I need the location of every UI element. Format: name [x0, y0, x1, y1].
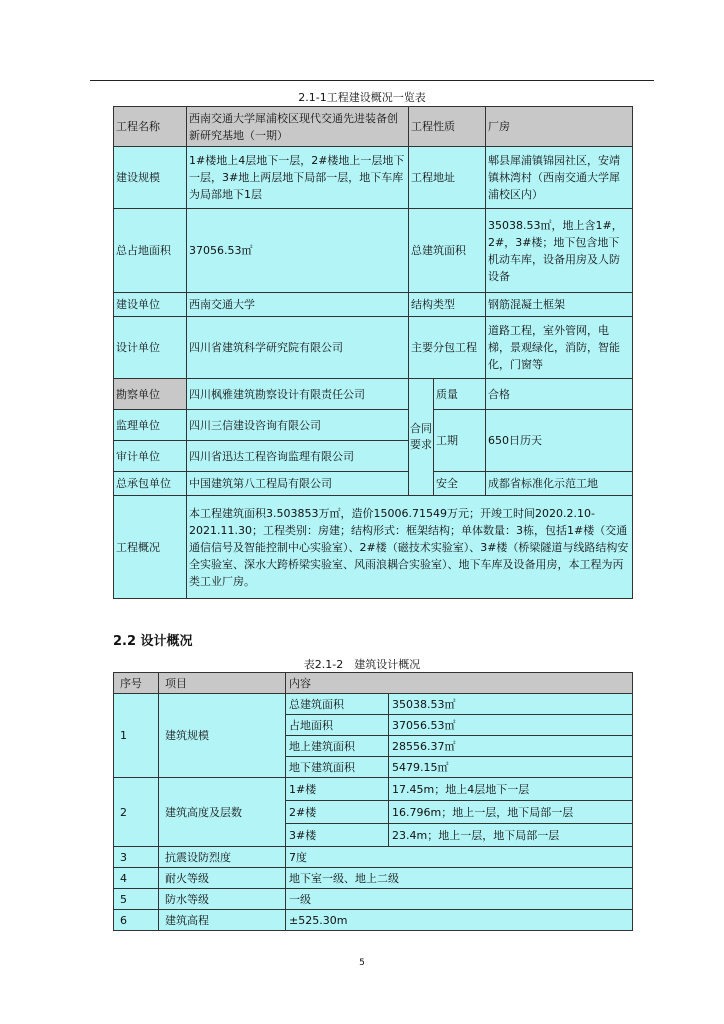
- row1-sub-value: 35038.53㎡: [389, 694, 633, 715]
- address-label: 工程地址: [409, 147, 486, 209]
- row2-sub-label: 2#楼: [286, 801, 389, 824]
- row2-sub-label: 1#楼: [286, 778, 389, 801]
- audit-value: 四川省迅达工程咨询监理有限公司: [187, 441, 409, 472]
- floor-area-value: 35038.53㎡，地上含1#，2#，3#楼；地下包含地下机动车库，设备用房及人防设备: [486, 209, 633, 293]
- row3-no: 3: [114, 847, 159, 868]
- scale-value: 1#楼地上4层地下一层，2#楼地上一层地下一层，3#地上两层地下局部一层，地下车库为局部地下1层: [187, 147, 409, 209]
- address-value: 郫县犀浦镇锦园社区，安靖镇林湾村（西南交通大学犀浦校区内）: [486, 147, 633, 209]
- row5-item: 防水等级: [159, 889, 286, 910]
- row4-no: 4: [114, 868, 159, 889]
- name-value: 西南交通大学犀浦校区现代交通先进装备创新研究基地（一期）: [187, 107, 409, 147]
- subcontract-value: 道路工程，室外管网，电梯，景观绿化，消防，智能化，门窗等: [486, 317, 633, 379]
- row6-item: 建筑高程: [159, 910, 286, 931]
- safety-label: 安全: [434, 472, 486, 496]
- overview-label: 工程概况: [114, 496, 187, 599]
- header-item: 项目: [159, 673, 286, 694]
- row6-content: ±525.30m: [286, 910, 633, 931]
- row1-sub-value: 28556.37㎡: [389, 736, 633, 757]
- row1-sub-label: 占地面积: [286, 715, 389, 736]
- quality-value: 合格: [486, 379, 633, 410]
- land-area-value: 37056.53㎡: [187, 209, 409, 293]
- table1-caption: 2.1-1工程建设概况一览表: [298, 91, 426, 104]
- general-label: 总承包单位: [114, 472, 187, 496]
- land-area-label: 总占地面积: [114, 209, 187, 293]
- row1-item: 建筑规模: [159, 694, 286, 778]
- row1-no: 1: [114, 694, 159, 778]
- owner-label: 建设单位: [114, 293, 187, 317]
- floor-area-label: 总建筑面积: [409, 209, 486, 293]
- owner-value: 西南交通大学: [187, 293, 409, 317]
- row1-sub-value: 5479.15㎡: [389, 757, 633, 778]
- period-value: 650日历天: [486, 410, 633, 472]
- design-value: 四川省建筑科学研究院有限公司: [187, 317, 409, 379]
- project-overview-table: [113, 106, 633, 599]
- row3-content: 7度: [286, 847, 633, 868]
- name-label: 工程名称: [114, 107, 187, 147]
- nature-value: 厂房: [486, 107, 633, 147]
- row2-sub-value: 23.4m；地上一层，地下局部一层: [389, 824, 633, 847]
- row5-no: 5: [114, 889, 159, 910]
- row5-content: 一级: [286, 889, 633, 910]
- row1-sub-label: 总建筑面积: [286, 694, 389, 715]
- row1-sub-label: 地下建筑面积: [286, 757, 389, 778]
- table2-caption: 表2.1-2 建筑设计概况: [303, 658, 421, 671]
- structure-value: 钢筋混凝土框架: [486, 293, 633, 317]
- design-label: 设计单位: [114, 317, 187, 379]
- row6-no: 6: [114, 910, 159, 931]
- supervision-label: 监理单位: [114, 410, 187, 441]
- period-label: 工期: [434, 410, 486, 472]
- structure-label: 结构类型: [409, 293, 486, 317]
- row2-no: 2: [114, 778, 159, 847]
- architecture-design-table: [113, 672, 633, 931]
- row1-sub-value: 37056.53㎡: [389, 715, 633, 736]
- row2-sub-value: 16.796m；地上一层，地下局部一层: [389, 801, 633, 824]
- row2-item: 建筑高度及层数: [159, 778, 286, 847]
- header-content: 内容: [286, 673, 633, 694]
- safety-value: 成都省标准化示范工地: [486, 472, 633, 496]
- header-rule: [90, 80, 654, 81]
- row2-sub-value: 17.45m；地上4层地下一层: [389, 778, 633, 801]
- page-number: 5: [359, 958, 365, 968]
- header-no: 序号: [114, 673, 159, 694]
- row4-item: 耐火等级: [159, 868, 286, 889]
- row2-sub-label: 3#楼: [286, 824, 389, 847]
- quality-label: 质量: [434, 379, 486, 410]
- survey-label: 勘察单位: [114, 379, 187, 410]
- contract-label: 合同要求: [409, 379, 434, 496]
- supervision-value: 四川三信建设咨询有限公司: [187, 410, 409, 441]
- audit-label: 审计单位: [114, 441, 187, 472]
- general-value: 中国建筑第八工程局有限公司: [187, 472, 409, 496]
- row1-sub-label: 地上建筑面积: [286, 736, 389, 757]
- overview-value: 本工程建筑面积3.503853万㎡，造价15006.71549万元；开竣工时间2020.2.10-2021.11.30；工程类别：房建；结构形式：框架结构；单体数量：3栋，包括1#楼（交通通信信号及智能控制中心实验室）、2#楼（磁技术实验室）、3#楼（桥梁隧道与线路结构安全实验室、深水大跨桥梁实验室、风雨浪耦合实验室）、地下车库及设备用房，本工程为丙类工业厂房。: [187, 496, 633, 599]
- row3-item: 抗震设防烈度: [159, 847, 286, 868]
- survey-value: 四川枫雅建筑勘察设计有限责任公司: [187, 379, 409, 410]
- nature-label: 工程性质: [409, 107, 486, 147]
- section-heading: 2.2 设计概况: [113, 634, 193, 649]
- subcontract-label: 主要分包工程: [409, 317, 486, 379]
- scale-label: 建设规模: [114, 147, 187, 209]
- row4-content: 地下室一级、地上二级: [286, 868, 633, 889]
